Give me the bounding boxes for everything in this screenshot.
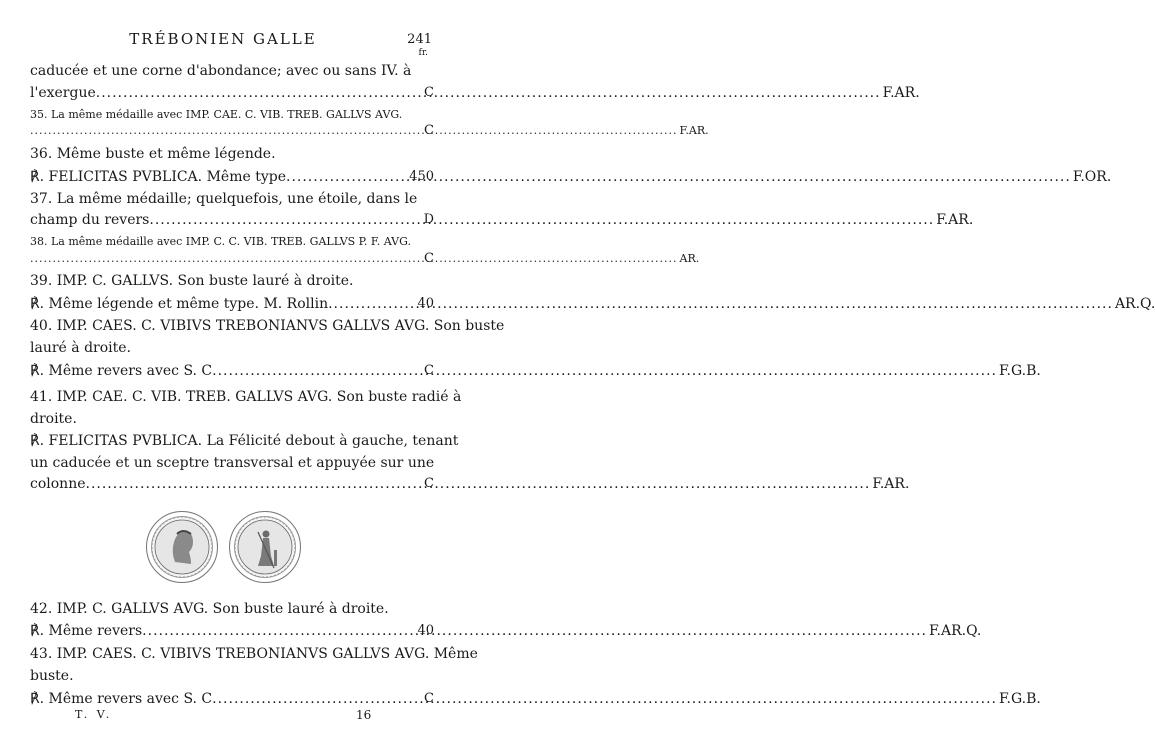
entry-text: 40. IMP. CAES. C. VIBIVS TREBONIANVS GALLVS AVG. Son buste [30,318,505,334]
entry-line [30,62,412,80]
entry-line [30,84,920,102]
entry-line [30,145,395,163]
leader-dots [30,122,678,140]
rarity-value: 450 [409,169,434,184]
entry-line [30,667,395,685]
rarity-value: C [424,85,434,100]
entry-line [30,454,435,472]
entry-text: buste. [30,668,74,684]
entry-line [30,690,1041,708]
entry-text: 35. La même médaille avec IMP. CAE. C. VIB. TREB. GALLVS AVG. [30,108,403,121]
rarity-value: C [424,476,434,491]
page-number: 241 [407,32,432,47]
entry-line [30,410,395,428]
entry-text: l'exergue [30,85,96,101]
coin-obverse-image [146,511,218,583]
coin-reverse-icon [230,512,300,582]
entry-text: 41. IMP. CAE. C. VIB. TREB. GALLVS AVG. Son buste radié à [30,389,462,405]
entry-text: ℟. Même revers avec S. C [30,691,213,707]
rarity-value: C [424,363,434,378]
entry-text: droite. [30,411,77,427]
entry-text: ℟. Même revers avec S. C [30,363,213,379]
entry-text: 36. Même buste et même légende. [30,146,276,162]
signature-mark: T. V. [75,708,113,721]
leader-dots [86,475,871,493]
leader-dots [212,362,997,380]
leader-dots [142,622,927,640]
entry-line [30,600,395,618]
entry-line [30,317,505,335]
coin-obverse-icon [147,512,217,582]
leader-dots [212,690,997,708]
leader-dots [149,211,934,229]
rarity-value: D [423,212,434,227]
leader-dots [328,295,1113,313]
entry-value: F.G.B. [998,691,1041,707]
entry-line [30,190,418,208]
entry-value: F.OR. [1072,169,1112,185]
entry-text: caducée et une corne d'abondance; avec ou sans IV. à [30,63,412,79]
entry-text: ℟. FELICITAS PVBLICA. Même type [30,169,286,185]
entry-text: champ du revers [30,212,150,228]
entry-text: ℟. FELICITAS PVBLICA. La Félicité debout à gauche, tenant [30,433,459,449]
entry-value: F.G.B. [998,363,1041,379]
entry-text: 37. La même médaille; quelquefois, une étoile, dans le [30,191,418,207]
entry-line [30,233,411,251]
entry-value: F.AR. [882,85,920,101]
currency-unit: fr. [418,48,428,58]
entry-text: ℟. Même revers [30,623,143,639]
entry-text: ℟. Même légende et même type. M. Rollin [30,296,329,312]
entry-value: AR. [679,252,700,265]
entry-line [30,645,478,663]
rarity-value: C [424,123,434,138]
coin-reverse-image [229,511,301,583]
entry-line [30,272,395,290]
entry-text: 38. La même médaille avec IMP. C. C. VIB. TREB. GALLVS P. F. AVG. [30,235,411,248]
entry-text: 43. IMP. CAES. C. VIBIVS TREBONIANVS GALLVS AVG. Même [30,646,478,662]
entry-line [30,250,700,268]
sheet-number: 16 [356,708,372,722]
entry-line [30,388,462,406]
entry-text: lauré à droite. [30,340,131,356]
entry-line [30,122,709,140]
leader-dots [96,84,881,102]
entry-value: F.AR. [679,124,709,137]
rarity-value: C [424,691,434,706]
entry-line [30,432,459,450]
entry-line [30,362,1041,380]
rarity-value: 40 [417,296,434,311]
rarity-value: C [424,251,434,266]
entry-text: 42. IMP. C. GALLVS AVG. Son buste lauré à droite. [30,601,389,617]
entry-value: F.AR. [936,212,974,228]
leader-dots [30,250,678,268]
entry-line [30,339,395,357]
entry-line [30,475,910,493]
entry-value: F.AR.Q. [929,623,982,639]
rarity-value: 40 [417,623,434,638]
entry-value: AR.Q. [1114,296,1155,312]
entry-line [30,211,974,229]
running-title: TRÉBONIEN GALLE [129,30,317,48]
entry-text: un caducée et un sceptre transversal et appuyée sur une [30,455,435,471]
entry-text: 39. IMP. C. GALLVS. Son buste lauré à droite. [30,273,354,289]
entry-value: F.AR. [872,476,910,492]
entry-text: colonne [30,476,86,492]
